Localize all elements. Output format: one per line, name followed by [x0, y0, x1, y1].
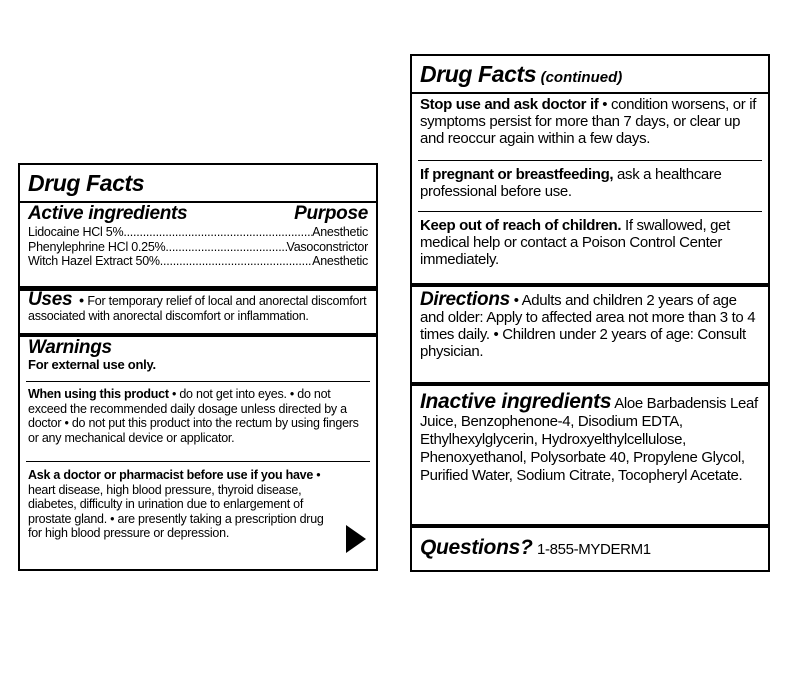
ingredient-name: Witch Hazel Extract 50%	[28, 254, 160, 268]
inactive-ingredients-section	[412, 390, 768, 485]
questions-section	[412, 536, 768, 560]
stop-use-section: Stop use and ask doctor if • condition worsens, or if symptoms persist for more than 7 days, or clear up and reoccur again within a few days.	[420, 96, 757, 147]
warnings-heading: Warnings	[28, 337, 112, 358]
ingredient-name: Lidocaine HCl 5%	[28, 225, 124, 239]
drug-facts-title: Drug Facts	[28, 170, 145, 196]
external-use-note: For external use only.	[28, 357, 156, 372]
divider-thick	[20, 286, 376, 291]
ingredient-row	[28, 225, 368, 240]
questions-phone: 1-855-MYDERM1	[536, 541, 651, 558]
directions-section: Directions • Adults and children 2 years of age and older: Apply to affected area not more than 3 to 4 times daily. • Children under 2 years of age: Consult physician.	[420, 289, 756, 360]
ask-doctor-section: Ask a doctor or pharmacist before use if you have • heart disease, high blood pressure, thyroid disease, diabetes, difficulty in urination due to enlargement of prostate gland. • are presently taking a prescription drug for high blood pressure or depression.	[28, 468, 324, 540]
drug-facts-title: Drug Facts	[420, 61, 537, 87]
ingredient-purpose: Vasoconstrictor	[286, 239, 368, 254]
ask-doctor-text: heart disease, high blood pressure, thyroid disease, diabetes, difficulty in urination due to enlargement of prostate gland. • are presently taking a prescription drug for high blood pressure or depression.	[28, 482, 324, 540]
keep-out-heading: Keep out of reach of children.	[420, 217, 622, 234]
drug-facts-panel-left	[18, 163, 378, 571]
active-ingredients-header	[28, 203, 368, 225]
inactive-ingredients-text: Aloe Barbadensis Leaf Juice, Benzophenone-4, Disodium EDTA, Ethylhexylglycerin, Hydroxyelthylcellulose, Phenoxyethanol, Polysorbate 40, Propylene Glycol, Purified Water, Sodium Citrate, Tocopheryl Acetate.	[420, 395, 758, 484]
uses-heading: Uses	[28, 289, 73, 310]
inactive-ingredients-heading: Inactive ingredients	[420, 390, 612, 413]
ingredient-row	[28, 254, 368, 269]
divider-thin	[26, 461, 370, 462]
questions-heading: Questions?	[420, 536, 533, 559]
active-ingredients-heading: Active ingredients	[28, 203, 188, 224]
divider-thin	[418, 211, 762, 212]
drug-facts-continued-title-section	[412, 60, 768, 92]
directions-heading: Directions	[420, 289, 510, 310]
pregnant-heading: If pregnant or breastfeeding,	[420, 166, 614, 183]
drug-facts-panel-right	[410, 54, 770, 572]
pregnant-text: ask a healthcare professional before use.	[420, 166, 722, 200]
directions-text: Adults and children 2 years of age and older: Apply to affected area not more than 3 to 4 times daily. • Children under 2 years of age: Consult physician.	[420, 292, 756, 360]
ingredient-name: Phenylephrine HCl 0.25%	[28, 239, 166, 254]
active-ingredients-section	[20, 203, 376, 269]
leader-dots	[160, 254, 312, 269]
purpose-heading: Purpose	[294, 203, 368, 224]
ingredient-purpose: Anesthetic	[312, 254, 368, 268]
uses-section: Uses • For temporary relief of local and anorectal discomfort associated with anorectal discomfort or inflammation.	[28, 289, 367, 323]
drug-facts-title-section	[20, 169, 376, 197]
continued-label: (continued)	[540, 69, 623, 86]
divider-thick	[412, 283, 768, 287]
keep-out-section	[412, 217, 768, 268]
leader-dots	[165, 240, 286, 255]
divider-thin	[418, 160, 762, 161]
divider-thick	[412, 524, 768, 528]
ingredient-row	[28, 240, 368, 255]
divider-thick	[412, 382, 768, 386]
divider	[412, 92, 768, 94]
when-using-text: do not get into eyes. • do not exceed the recommended daily dosage unless directed by a doctor • do not put this product into the rectum by using fingers or any mechanical device or applicator.	[28, 387, 359, 445]
pregnant-section	[412, 166, 768, 200]
stop-use-text: condition worsens, or if symptoms persist for more than 7 days, or clear up and reoccur again within a few days.	[420, 96, 757, 147]
divider-thin	[26, 381, 370, 382]
ingredient-purpose: Anesthetic	[312, 225, 368, 239]
when-using-section: When using this product • do not get into eyes. • do not exceed the recommended daily dosage unless directed by a doctor • do not put this product into the rectum by using fingers or any mechanical device or applicator.	[28, 387, 359, 445]
uses-text: For temporary relief of local and anorectal discomfort associated with anorectal discomfort or inflammation.	[28, 294, 367, 323]
ask-doctor-heading: Ask a doctor or pharmacist before use if you have	[28, 468, 314, 482]
warnings-section	[20, 337, 376, 373]
leader-dots	[123, 225, 312, 240]
when-using-heading: When using this product	[28, 387, 169, 401]
right-triangle-icon	[346, 525, 366, 553]
stop-use-heading: Stop use and ask doctor if	[420, 96, 599, 113]
keep-out-text: If swallowed, get medical help or contact a Poison Control Center immediately.	[420, 217, 730, 268]
